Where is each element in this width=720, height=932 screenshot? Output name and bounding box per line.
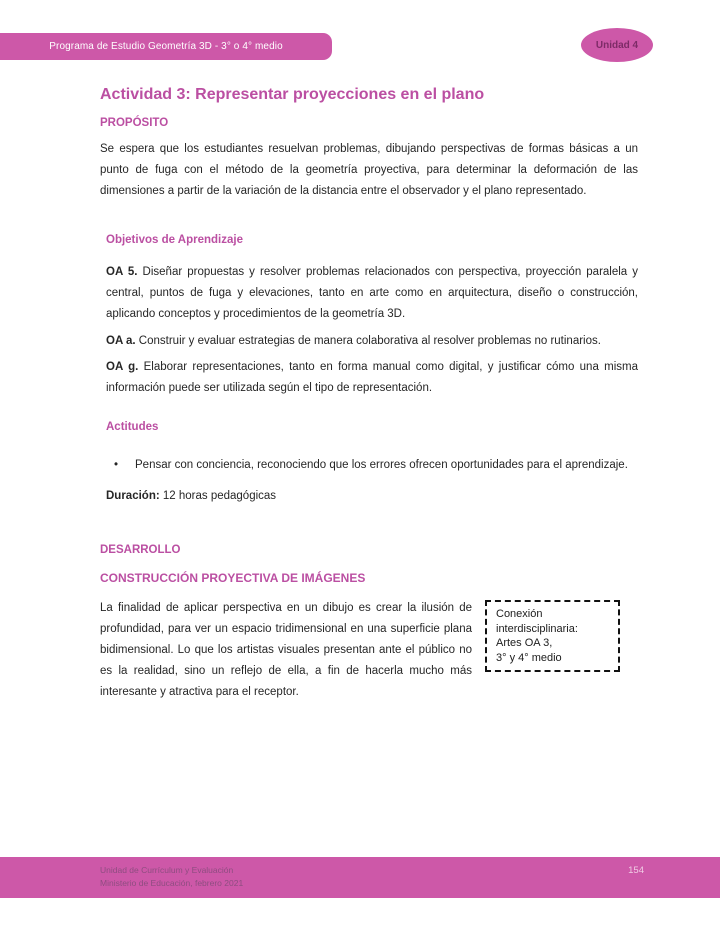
oa-item-a-text: Construir y evaluar estrategias de manera colaborativa al resolver problemas no rutinarios. bbox=[135, 335, 601, 347]
interdisciplinary-connection-box bbox=[485, 600, 620, 672]
sidebox-line-4: 3° y 4° medio bbox=[496, 651, 562, 664]
page-content bbox=[100, 0, 638, 703]
proposito-heading: PROPÓSITO bbox=[100, 117, 169, 129]
duracion-line bbox=[106, 486, 638, 507]
program-badge-label: Programa de Estudio Geometría 3D - 3° o 4° medio bbox=[49, 41, 283, 52]
oa-item-a-label: OA a. bbox=[106, 335, 136, 347]
oa-item-5-text: Diseñar propuestas y resolver problemas relacionados con perspectiva, proyección paralela y central, puntos de fuga y elevaciones, tanto en arte como en arquitectura, diseño o construcción, aplicando conceptos y procedimientos de la geometría 3D. bbox=[106, 266, 639, 320]
oa-item-a bbox=[106, 331, 638, 352]
unit-badge-label: Unidad 4 bbox=[595, 39, 639, 51]
oa-item-g-label: OA g. bbox=[106, 361, 139, 373]
construccion-heading: CONSTRUCCIÓN PROYECTIVA DE IMÁGENES bbox=[100, 571, 366, 585]
oa-item-g-text: Elaborar representaciones, tanto en forma manual como digital, y justificar cómo una misma información puede ser utilizada según el tipo de representación. bbox=[106, 361, 638, 394]
objetivos-heading: Objetivos de Aprendizaje bbox=[106, 234, 243, 246]
desarrollo-heading: DESARROLLO bbox=[100, 544, 181, 556]
oa-item-5 bbox=[106, 262, 638, 325]
desarrollo-section bbox=[100, 598, 638, 703]
duracion-value: 12 horas pedagógicas bbox=[159, 490, 277, 502]
actitudes-bullet-text: Pensar con conciencia, reconociendo que los errores ofrecen oportunidades para el aprendizaje. bbox=[135, 459, 628, 471]
footer-bar bbox=[0, 857, 720, 898]
actitudes-heading: Actitudes bbox=[106, 421, 159, 433]
footer-organization bbox=[100, 864, 243, 890]
oa-item-5-label: OA 5. bbox=[106, 266, 138, 278]
footer-org-line2: Ministerio de Educación, febrero 2021 bbox=[100, 878, 244, 888]
desarrollo-body: La finalidad de aplicar perspectiva en un dibujo es crear la ilusión de profundidad, para ver un espacio tridimensional en una superficie plana bidimensional. Lo que los artistas visuales presentan ante el público no es la realidad, sino un reflejo de ella, a fin de hacerla mucho más interesante y atractiva para el receptor. bbox=[100, 602, 472, 698]
sidebox-line-3: Artes OA 3, bbox=[496, 637, 553, 649]
duracion-label: Duración: bbox=[106, 490, 160, 502]
oa-item-g bbox=[106, 357, 638, 399]
proposito-body: Se espera que los estudiantes resuelvan problemas, dibujando perspectivas de formas básicas a un punto de fuga con el método de la geometría proyectiva, para determinar la deformación de las dimensiones a partir de la variación de la distancia entre el observador y el plano representado. bbox=[100, 143, 638, 197]
bullet-icon: • bbox=[114, 459, 119, 471]
sidebox-line-1: Conexión bbox=[496, 608, 543, 620]
footer-org-line1: Unidad de Currículum y Evaluación bbox=[100, 865, 234, 875]
page-title: Actividad 3: Representar proyecciones en el plano bbox=[100, 86, 485, 103]
page-number: 154 bbox=[628, 865, 644, 876]
sidebox-line-2: interdisciplinaria: bbox=[496, 622, 578, 635]
actitudes-bullet-item bbox=[106, 455, 638, 476]
